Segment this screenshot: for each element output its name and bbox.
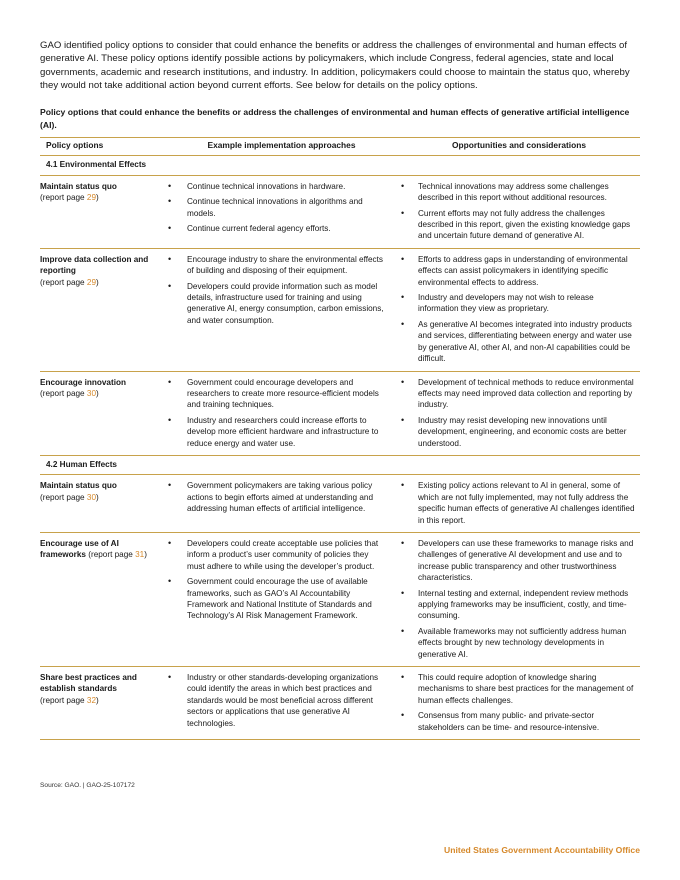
policy-option-row xyxy=(40,248,640,371)
policy-option-name: Encourage use of AI frameworks xyxy=(40,538,119,560)
policy-option-cell xyxy=(40,475,165,533)
approach-item: • Industry and researchers could increase efforts to develop more efficient hardware and infrastructure to reduce energy and water use. xyxy=(165,415,398,449)
header-policy-options: Policy options xyxy=(40,138,165,156)
consideration-item: • As generative AI becomes integrated into industry products and services, differentiating between energy and water use by generative AI, other AI, and non-AI capabilities could be difficult. xyxy=(398,319,640,365)
policy-option-cell xyxy=(40,175,165,248)
policy-option-name: Maintain status quo xyxy=(40,181,117,191)
report-page-link[interactable]: 31 xyxy=(135,550,145,560)
consideration-item: • This could require adoption of knowledge sharing mechanisms to share best practices for the management of human effects challenges. xyxy=(398,672,640,706)
header-opportunities: Opportunities and considerations xyxy=(398,138,640,156)
approach-item: • Continue technical innovations in hardware. xyxy=(165,181,398,192)
policy-option-name: Share best practices and establish standards xyxy=(40,673,137,694)
section-row xyxy=(40,455,640,474)
report-page-suffix: ) xyxy=(144,550,147,560)
approach-item: • Encourage industry to share the environmental effects of building and disposing of their equipment. xyxy=(165,254,398,277)
report-page-suffix: ) xyxy=(96,492,99,502)
approaches-cell xyxy=(165,371,398,455)
policy-options-table xyxy=(40,137,640,740)
policy-option-name: Improve data collection and reporting xyxy=(40,254,149,276)
report-page-suffix: ) xyxy=(96,193,99,203)
intro-paragraph: GAO identified policy options to consider that could enhance the benefits or address the challenges of environmental and human effects of generative AI. These policy options identify possible actions by policymakers, which include Congress, federal agencies, state and local governments, academic and research institutions, and industry. In addition, policymakers could choose to maintain the status quo, whereby they would not take additional action beyond current efforts. See below for details on the policy options. xyxy=(40,40,630,92)
approach-item: • Developers could provide information such as model details, infrastructure used for training and using generative AI, energy consumption, carbon emissions, and water consumption. xyxy=(165,281,398,327)
consideration-item: • Developers can use these frameworks to manage risks and challenges of generative AI development and use and to increase public transparency and other trustworthiness characteristics. xyxy=(398,538,640,584)
report-page-prefix: (report page xyxy=(40,492,87,502)
report-page-link[interactable]: 29 xyxy=(86,277,96,287)
consideration-item: • Development of technical methods to reduce environmental effects may need improved data collection and reporting by industry. xyxy=(398,377,640,411)
policy-option-cell xyxy=(40,248,165,371)
policy-option-cell xyxy=(40,667,165,740)
considerations-cell xyxy=(398,475,640,533)
approach-item: • Continue technical innovations in algorithms and models. xyxy=(165,196,398,219)
approach-item: • Developers could create acceptable use policies that inform a product’s user community of policies they must adhere to while using the developer’s product. xyxy=(165,538,398,572)
report-page-link[interactable]: 30 xyxy=(86,388,96,398)
policy-option-row xyxy=(40,175,640,248)
report-page-prefix: (report page xyxy=(40,193,87,203)
policy-option-name: Encourage innovation xyxy=(40,377,126,387)
report-page-link[interactable]: 29 xyxy=(86,193,96,203)
considerations-cell xyxy=(398,175,640,248)
policy-option-name: Maintain status quo xyxy=(40,481,117,491)
policy-option-cell xyxy=(40,532,165,666)
considerations-cell xyxy=(398,667,640,740)
section-row xyxy=(40,156,640,175)
table-header-row xyxy=(40,138,640,156)
policy-option-cell xyxy=(40,371,165,455)
consideration-item: • Internal testing and external, independent review methods applying frameworks may be insufficient, costly, and time-consuming. xyxy=(398,588,640,622)
approaches-cell xyxy=(165,667,398,740)
consideration-item: • Industry may resist developing new innovations until development, engineering, and economic costs are better understood. xyxy=(398,415,640,449)
approach-item: • Government could encourage the use of available frameworks, such as GAO’s AI Accountability Framework and National Institute of Standards and Technology’s AI Risk Management Framework. xyxy=(165,576,398,622)
approach-item: • Government could encourage developers and researchers to create more resource-efficient models and training techniques. xyxy=(165,377,398,411)
table-title: Policy options that could enhance the benefits or address the challenges of environmental and human effects of generative artificial intelligence (AI). xyxy=(40,107,630,130)
approaches-cell xyxy=(165,532,398,666)
consideration-item: • Current efforts may not fully address the challenges described in this report, given the existing knowledge gaps and uncertain future demand of generative AI. xyxy=(398,208,640,242)
consideration-item: • Consensus from many public- and private-sector stakeholders can be time- and resource-intensive. xyxy=(398,710,640,733)
report-page-suffix: ) xyxy=(96,695,99,705)
section-title: 4.2 Human Effects xyxy=(40,455,640,474)
header-approaches: Example implementation approaches xyxy=(165,138,398,156)
report-page-link[interactable]: 30 xyxy=(86,492,96,502)
footer-org-name: United States Government Accountability Office xyxy=(444,845,640,855)
report-page-prefix: (report page xyxy=(85,550,136,560)
approaches-cell xyxy=(165,175,398,248)
source-note: Source: GAO. | GAO-25-107172 xyxy=(40,782,135,789)
considerations-cell xyxy=(398,248,640,371)
approaches-cell xyxy=(165,248,398,371)
consideration-item: • Technical innovations may address some challenges described in this report without additional resources. xyxy=(398,181,640,204)
report-page-suffix: ) xyxy=(96,277,99,287)
approach-item: • Government policymakers are taking various policy actions to begin efforts aimed at understanding and addressing human effects of artificial intelligence. xyxy=(165,480,398,514)
policy-option-row xyxy=(40,667,640,740)
consideration-item: • Existing policy actions relevant to AI in general, some of which are not fully implemented, may not fully address the specific human effects of generative AI challenges identified in this report. xyxy=(398,480,640,526)
report-page-prefix: (report page xyxy=(40,277,87,287)
table-body xyxy=(40,156,640,740)
report-page-prefix: (report page xyxy=(40,695,87,705)
report-page-link[interactable]: 32 xyxy=(86,695,96,705)
considerations-cell xyxy=(398,532,640,666)
approach-item: • Continue current federal agency efforts. xyxy=(165,223,398,234)
approaches-cell xyxy=(165,475,398,533)
policy-option-row xyxy=(40,532,640,666)
policy-option-row xyxy=(40,475,640,533)
report-page-prefix: (report page xyxy=(40,388,87,398)
consideration-item: • Industry and developers may not wish to release information they view as proprietary. xyxy=(398,292,640,315)
report-page-suffix: ) xyxy=(96,388,99,398)
consideration-item: • Efforts to address gaps in understanding of environmental effects can assist policymakers in identifying specific environmental effects to address. xyxy=(398,254,640,288)
policy-option-row xyxy=(40,371,640,455)
approach-item: • Industry or other standards-developing organizations could identify the areas in which best practices and standards would be most beneficial across different sectors or applications that use generative AI technologies. xyxy=(165,672,398,729)
consideration-item: • Available frameworks may not sufficiently address human effects brought by new technology developments in generative AI. xyxy=(398,626,640,660)
section-title: 4.1 Environmental Effects xyxy=(40,156,640,175)
considerations-cell xyxy=(398,371,640,455)
